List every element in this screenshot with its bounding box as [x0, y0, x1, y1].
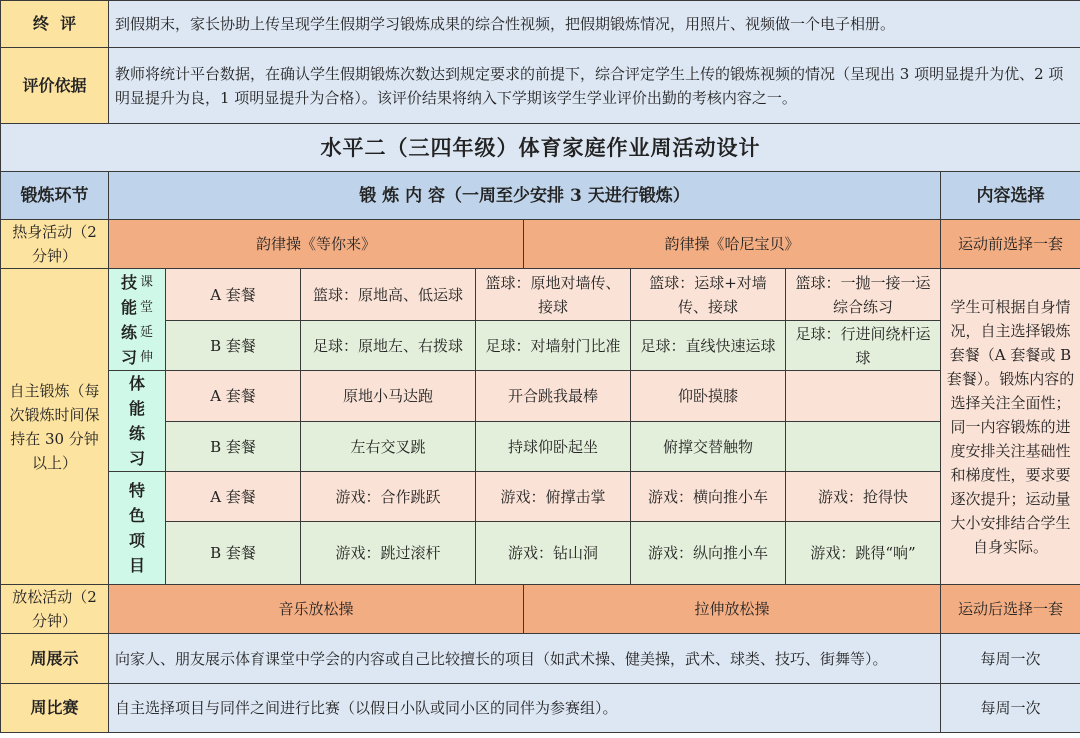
warmup-label: 热身活动（2 分钟） — [1, 220, 109, 269]
exercise-cell: 开合跳我最棒 — [476, 371, 631, 422]
eval-basis-text: 教师将统计平台数据，在确认学生假期锻炼次数达到规定要求的前提下，综合评定学生上传的锻炼视频的情况（呈现出 3 项明显提升为优、2 项明显提升为良，1 项明显提升为合格）。该评价结果将纳入下学期该学生学业评价出勤的考核内容之一。 — [109, 48, 1080, 124]
cooldown-item-1: 音乐放松操 — [109, 585, 524, 634]
set-label: A 套餐 — [166, 371, 301, 422]
selection-note: 学生可根据自身情况，自主选择锻炼套餐（A 套餐或 B 套餐）。锻炼内容的选择关注全面性；同一内容锻炼的进度安排关注基础性和梯度性，要求要逐次提升；运动量大小安排结合学生自身实际。 — [941, 269, 1080, 585]
exercise-cell: 游戏：钻山洞 — [476, 522, 631, 585]
header-row — [1, 172, 1080, 220]
weekly-match-freq: 每周一次 — [941, 684, 1080, 733]
set-label: B 套餐 — [166, 321, 301, 371]
exercise-cell: 游戏：抢得快 — [786, 472, 941, 522]
exercise-cell: 足球：对墙射门比准 — [476, 321, 631, 371]
exercise-cell: 篮球：原地高、低运球 — [301, 269, 476, 321]
exercise-cell: 足球：原地左、右拨球 — [301, 321, 476, 371]
exercise-cell: 游戏：横向推小车 — [631, 472, 786, 522]
final-eval-label: 终 评 — [1, 1, 109, 48]
weekly-match-text: 自主选择项目与同伴之间进行比赛（以假日小队或同小区的同伴为参赛组）。 — [109, 684, 941, 733]
exercise-cell — [786, 371, 941, 422]
fitness-a-row — [1, 371, 1080, 422]
weekly-show-row — [1, 634, 1080, 684]
warmup-item-2: 韵律操《哈尼宝贝》 — [524, 220, 941, 269]
title-row — [1, 124, 1080, 172]
warmup-row — [1, 220, 1080, 269]
exercise-cell: 游戏：跳得“响” — [786, 522, 941, 585]
group-skill — [109, 269, 166, 371]
set-label: A 套餐 — [166, 472, 301, 522]
set-label: B 套餐 — [166, 422, 301, 472]
page-title: 水平二（三四年级）体育家庭作业周活动设计 — [1, 124, 1080, 172]
skill-a-row — [1, 269, 1080, 321]
feature-a-row — [1, 472, 1080, 522]
warmup-choice: 运动前选择一套 — [941, 220, 1080, 269]
exercise-cell: 足球：直线快速运球 — [631, 321, 786, 371]
weekly-show-label: 周展示 — [1, 634, 109, 684]
header-content: 锻 炼 内 容（一周至少安排 3 天进行锻炼） — [109, 172, 941, 220]
exercise-cell: 左右交叉跳 — [301, 422, 476, 472]
exercise-cell: 足球：行进间绕杆运球 — [786, 321, 941, 371]
final-eval-row — [1, 1, 1080, 48]
exercise-cell: 俯撑交替触物 — [631, 422, 786, 472]
self-training-label: 自主锻炼（每次锻炼时间保持在 30 分钟以上） — [1, 269, 109, 585]
eval-basis-label: 评价依据 — [1, 48, 109, 124]
exercise-cell: 原地小马达跑 — [301, 371, 476, 422]
exercise-cell: 游戏：跳过滚杆 — [301, 522, 476, 585]
cooldown-label: 放松活动（2 分钟） — [1, 585, 109, 634]
cooldown-row — [1, 585, 1080, 634]
exercise-cell: 游戏：纵向推小车 — [631, 522, 786, 585]
exercise-cell: 游戏：俯撑击掌 — [476, 472, 631, 522]
final-eval-text: 到假期末，家长协助上传呈现学生假期学习锻炼成果的综合性视频，把假期锻炼情况，用照片、视频做一个电子相册。 — [109, 1, 1080, 48]
set-label: A 套餐 — [166, 269, 301, 321]
warmup-item-1: 韵律操《等你来》 — [109, 220, 524, 269]
group-fitness — [109, 371, 166, 472]
weekly-match-label: 周比赛 — [1, 684, 109, 733]
weekly-show-freq: 每周一次 — [941, 634, 1080, 684]
weekly-show-text: 向家人、朋友展示体育课堂中学会的内容或自己比较擅长的项目（如武术操、健美操，武术、球类、技巧、街舞等）。 — [109, 634, 941, 684]
exercise-cell: 篮球：原地对墙传、接球 — [476, 269, 631, 321]
header-choice: 内容选择 — [941, 172, 1080, 220]
cooldown-choice: 运动后选择一套 — [941, 585, 1080, 634]
exercise-cell: 持球仰卧起坐 — [476, 422, 631, 472]
eval-basis-row — [1, 48, 1080, 124]
exercise-cell: 仰卧摸膝 — [631, 371, 786, 422]
group-fitness-name: 体能练习 — [128, 374, 145, 468]
weekly-match-row — [1, 684, 1080, 733]
exercise-cell — [786, 422, 941, 472]
header-segment: 锻炼环节 — [1, 172, 109, 220]
group-feature — [109, 472, 166, 585]
exercise-cell: 篮球：一抛一接一运综合练习 — [786, 269, 941, 321]
group-skill-sub: 课堂延伸 — [139, 274, 153, 365]
set-label: B 套餐 — [166, 522, 301, 585]
exercise-cell: 篮球：运球+对墙传、接球 — [631, 269, 786, 321]
cooldown-item-2: 拉伸放松操 — [524, 585, 941, 634]
group-skill-name: 技能练习 — [120, 272, 137, 367]
exercise-cell: 游戏：合作跳跃 — [301, 472, 476, 522]
group-feature-name: 特色项目 — [128, 481, 145, 575]
